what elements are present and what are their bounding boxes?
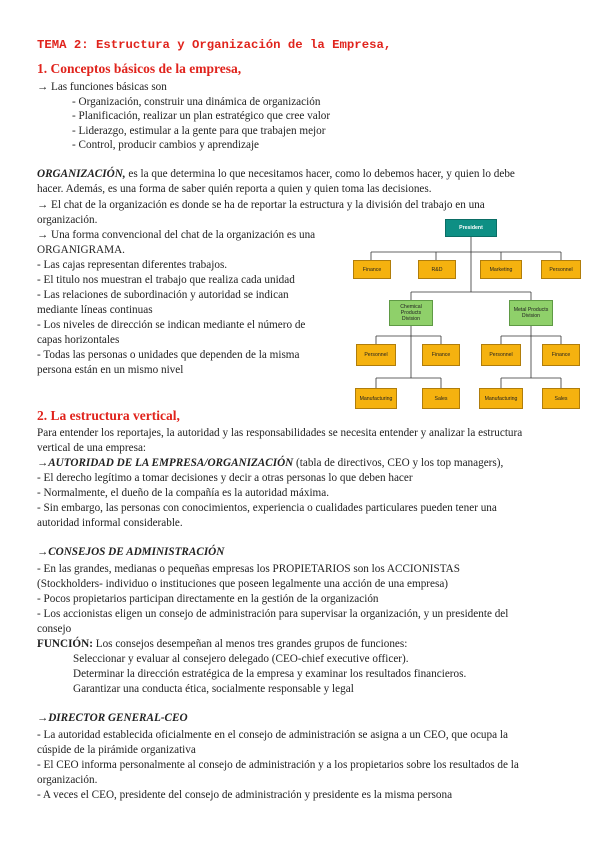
text-line: hacer. Además, es una forma de saber quién reporta a quien y quien toma las decisiones. [37, 183, 432, 195]
subheading-consejos: →CONSEJOS DE ADMINISTRACIÓN [37, 546, 225, 558]
text-line: → Una forma convencional del chat de la organización es una [37, 229, 316, 241]
paragraph-organizacion [37, 167, 515, 181]
text-line: - La autoridad establecida oficialmente en el consejo de administración se asigna a un CEO, que ocupa la [37, 729, 508, 741]
text-line: capas horizontales [37, 334, 120, 346]
org-box-unit: Finance [422, 344, 460, 366]
text-line: - Pocos propietarios participan directamente en la gestión de la organización [37, 593, 379, 605]
section-2-heading: 2. La estructura vertical, [37, 408, 180, 423]
doc-title: TEMA 2: Estructura y Organización de la Empresa, [37, 38, 392, 52]
section-1-heading: 1. Conceptos básicos de la empresa, [37, 61, 242, 76]
text-line: - Los accionistas eligen un consejo de administración para supervisar la organización, y un presidente del [37, 608, 509, 620]
text-line: Seleccionar y evaluar al consejero delegado (CEO-chief executive officer). [73, 653, 409, 665]
term-organizacion: ORGANIZACIÓN, [37, 168, 126, 180]
text-line: - Sin embargo, las personas con conocimientos, experiencia o cualidades particulares pueden tener una [37, 502, 497, 514]
text-line: Garantizar una conducta ética, socialmente responsable y legal [73, 683, 354, 695]
text-span: es la que determina lo que necesitamos hacer, como lo debemos hacer, y quien lo debe [125, 168, 515, 180]
text-line: organización. [37, 774, 98, 786]
text-line: cúspide de la pirámide organizativa [37, 744, 196, 756]
org-box-unit: Sales [542, 388, 580, 409]
org-box-division: Chemical Products Division [389, 300, 433, 326]
text-line: - El CEO informa personalmente al consejo de administración y a los propietarios sobre los resultados de la [37, 759, 519, 771]
text-line: - Normalmente, el dueño de la compañía es la autoridad máxima. [37, 487, 330, 499]
org-box-unit: Personnel [541, 260, 581, 279]
subheading-ceo: →DIRECTOR GENERAL-CEO [37, 712, 188, 724]
text-line: - Planificación, realizar un plan estratégico que cree valor [72, 110, 331, 122]
org-box-unit: Manufacturing [355, 388, 397, 409]
text-line: - Liderazgo, estimular a la gente para que trabajen mejor [72, 125, 326, 137]
text-line: Determinar la dirección estratégica de la empresa y examinar los resultados financieros. [73, 668, 467, 680]
text-line: → Las funciones básicas son [37, 81, 167, 93]
text-line: - El derecho legítimo a tomar decisiones y decir a otras personas lo que deben hacer [37, 472, 413, 484]
text-line: mediante líneas continuas [37, 304, 153, 316]
text-line: - Control, producir cambios y aprendizaje [72, 139, 260, 151]
text-line: → El chat de la organización es donde se ha de reportar la estructura y la división del trabajo en una [37, 199, 485, 211]
text-line: consejo [37, 623, 72, 635]
org-box-unit: R&D [418, 260, 456, 279]
text-line: organización. [37, 214, 98, 226]
org-box-unit: Finance [542, 344, 580, 366]
org-box-unit: Finance [353, 260, 391, 279]
text-line: persona están en un mismo nivel [37, 364, 184, 376]
org-box-unit: Personnel [356, 344, 396, 366]
org-box-unit: Manufacturing [479, 388, 523, 409]
org-box-president: President [445, 219, 497, 237]
label-funcion: FUNCIÓN: [37, 638, 93, 650]
text-line: - Las cajas representan diferentes trabajos. [37, 259, 228, 271]
paragraph-autoridad [37, 456, 503, 470]
text-line: Para entender los reportajes, la autoridad y las responsabilidades se necesita entender y analizar la estructura [37, 427, 523, 439]
org-box-division: Metal Products Division [509, 300, 553, 326]
text-line: vertical de una empresa: [37, 442, 147, 454]
subheading-autoridad: →AUTORIDAD DE LA EMPRESA/ORGANIZACIÓN [37, 457, 294, 469]
text-line: - Las relaciones de subordinación y autoridad se indican [37, 289, 289, 301]
text-line: - Todas las personas o unidades que dependen de la misma [37, 349, 300, 361]
org-box-unit: Personnel [481, 344, 521, 366]
org-box-unit: Sales [422, 388, 460, 409]
text-line: - En las grandes, medianas o pequeñas empresas los PROPIETARIOS son los ACCIONISTAS [37, 563, 460, 575]
org-chart [351, 218, 581, 412]
text-line: ORGANIGRAMA. [37, 244, 125, 256]
text-span: (tabla de directivos, CEO y los top managers), [293, 457, 504, 469]
text-line: autoridad informal considerable. [37, 517, 183, 529]
text-line: - A veces el CEO, presidente del consejo de administración y presidente es la misma persona [37, 789, 453, 801]
text-span: Los consejos desempeñan al menos tres grandes grupos de funciones: [92, 638, 408, 650]
text-line: - El titulo nos muestran el trabajo que realiza cada unidad [37, 274, 295, 286]
org-box-unit: Marketing [480, 260, 522, 279]
paragraph-funcion [37, 637, 407, 651]
text-line: (Stockholders- individuo o instituciones que poseen legalmente una acción de una empresa) [37, 578, 449, 590]
text-line: - Organización, construir una dinámica de organización [72, 96, 321, 108]
text-line: - Los niveles de dirección se indican mediante el número de [37, 319, 306, 331]
